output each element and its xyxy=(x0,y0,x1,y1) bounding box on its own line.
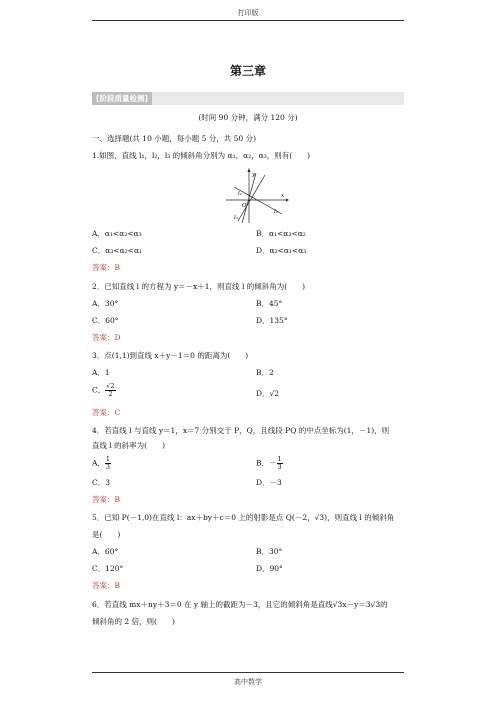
page-header: 打印版 xyxy=(237,9,259,17)
q4-option-a-num: 1 xyxy=(105,455,111,463)
q2-option-a: A．30° xyxy=(92,299,119,308)
q4-option-a-den: 3 xyxy=(105,463,111,471)
q1-option-d: D．α₂<α₁<α₃ xyxy=(256,246,307,255)
header-rule xyxy=(92,20,404,21)
q3-option-d: D．√2 xyxy=(256,389,280,398)
q3-option-a: A．1 xyxy=(92,368,110,377)
footer-rule xyxy=(92,672,404,673)
q4-text-line1: 4．若直线 l 与直线 y＝1，x＝7 分别交于 P，Q，且线段 PQ 的中点坐标为(1，－1)，则 xyxy=(92,426,390,435)
section-banner xyxy=(92,92,404,105)
q5-text-line2: 是( ) xyxy=(92,530,121,539)
banner-label: [阶段质量检测] xyxy=(92,92,152,105)
q6-text-line1: 6．若直线 mx＋ny＋3＝0 在 y 轴上的截距为－3，且它的倾斜角是直线√3x－y＝3√3的 xyxy=(92,600,388,609)
fig-label-origin: O xyxy=(242,203,247,209)
fig-label-l2: l₂ xyxy=(274,209,278,215)
q3-option-c-den: 2 xyxy=(108,390,113,398)
q3-option-c xyxy=(92,383,116,398)
q1-text: 1.如图，直线 l₁，l₂，l₃ 的倾斜角分别为 α₁，α₂，α₃，则有( ) xyxy=(92,151,311,160)
q2-text: 2．已知直线 l 的方程为 y＝－x＋1，则直线 l 的倾斜角为( ) xyxy=(92,282,306,291)
q4-option-b-den: 3 xyxy=(277,463,282,471)
q4-option-b xyxy=(256,456,283,471)
q5-option-b: B．30° xyxy=(256,547,283,556)
q5-answer: 答案：B xyxy=(92,581,121,590)
q4-text-line2: 直线 l 的斜率为( ) xyxy=(92,441,166,450)
q1-option-c: C．α₃<α₂<α₁ xyxy=(92,246,143,255)
q3-text: 3．点(1,1)到直线 x＋y－1＝0 的距离为( ) xyxy=(92,351,249,360)
q5-option-a: A．60° xyxy=(92,547,119,556)
time-note: (时间 90 分钟，满分 120 分) xyxy=(198,113,298,122)
fig-label-l3: l₃ xyxy=(234,215,238,221)
q1-option-a: A．α₁<α₂<α₃ xyxy=(92,229,142,238)
q4-option-a-prefix: A． xyxy=(92,458,105,468)
q3-answer: 答案：C xyxy=(92,408,121,417)
q4-option-a xyxy=(92,456,111,471)
q1-figure xyxy=(222,167,290,224)
q5-text-line1: 5．已知 P(－1,0)在直线 l：ax＋by＋c＝0 上的射影是点 Q(－2，√3)，则直线 l 的倾斜角 xyxy=(92,513,395,522)
fig-label-l1: l₁ xyxy=(238,191,242,197)
q4-option-b-num: 1 xyxy=(277,455,282,463)
q5-option-d: D．90° xyxy=(256,564,283,573)
q2-answer: 答案：D xyxy=(92,333,121,342)
q4-option-b-fraction xyxy=(277,456,283,471)
fig-label-x: x xyxy=(281,193,285,199)
q4-option-d: D．－3 xyxy=(256,478,282,487)
chapter-title: 第三章 xyxy=(229,64,266,78)
q4-option-b-prefix: B．－ xyxy=(256,458,277,468)
page-footer: 高中数学 xyxy=(234,678,262,686)
q3-option-c-fraction xyxy=(105,383,115,398)
q1-option-b: B．α₁<α₃<α₂ xyxy=(256,229,306,238)
q2-option-b: B．45° xyxy=(256,299,283,308)
q4-option-c: C．3 xyxy=(92,478,111,487)
section-heading: 一、选择题(共 10 小题，每小题 5 分，共 50 分) xyxy=(92,134,257,143)
q4-option-a-fraction xyxy=(105,456,111,471)
q2-option-c: C．60° xyxy=(92,316,119,325)
q3-option-c-num: √2 xyxy=(106,382,115,390)
q3-option-c-prefix: C． xyxy=(92,385,106,395)
q2-option-d: D．135° xyxy=(256,316,288,325)
q4-answer: 答案：B xyxy=(92,495,121,504)
fig-label-y: y xyxy=(252,172,256,178)
q6-text-line2: 倾斜角的 2 倍，则( ) xyxy=(92,617,175,626)
q1-answer: 答案：B xyxy=(92,263,121,272)
q3-option-b: B．2 xyxy=(256,368,274,377)
q5-option-c: C．120° xyxy=(92,564,124,573)
